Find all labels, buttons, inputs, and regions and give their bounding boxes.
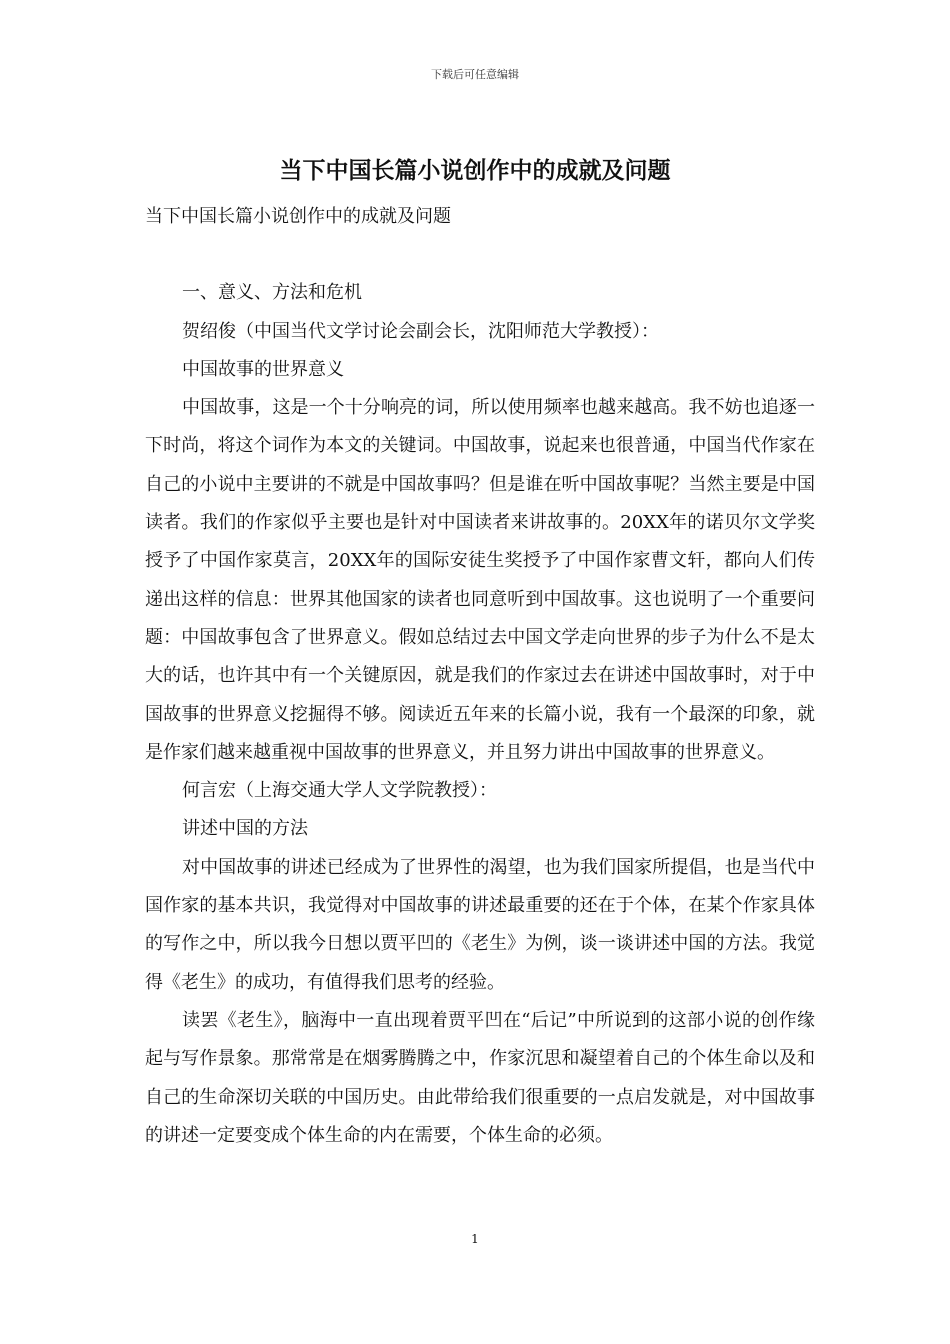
document-title: 当下中国长篇小说创作中的成就及问题 [279, 158, 671, 184]
document-subtitle: 当下中国长篇小说创作中的成就及问题 [145, 206, 451, 227]
speaker-2: 何言宏（上海交通大学人文学院教授）： [182, 780, 497, 802]
document-body [145, 198, 815, 1155]
section-heading: 一、意义、方法和危机 [182, 282, 362, 304]
topic-heading-1: 中国故事的世界意义 [182, 358, 344, 380]
speaker-1: 贺绍俊（中国当代文学讨论会副会长，沈阳师范大学教授）： [182, 320, 659, 342]
page-header: 下载后可任意编辑 [431, 68, 519, 81]
paragraph-2: 对中国故事的讲述已经成为了世界性的渴望，也为我们国家所提倡，也是当代中国作家的基本共识，我觉得对中国故事的讲述最重要的还在于个体，在某个作家具体的写作之中，所以我今日想以贾平凹的《老生》为例，谈一谈讲述中国的方法。我觉得《老生》的成功，有值得我们思考的经验。 [145, 856, 815, 993]
paragraph-1: 中国故事，这是一个十分响亮的词，所以使用频率也越来越高。我不妨也追逐一下时尚，将这个词作为本文的关键词。中国故事，说起来也很普通，中国当代作家在自己的小说中主要讲的不就是中国故事吗？但是谁在听中国故事呢？当然主要是中国读者。我们的作家似乎主要也是针对中国读者来讲故事的。20XX年的诺贝尔文学奖授予了中国作家莫言，20XX年的国际安徒生奖授予了中国作家曹文轩，都向人们传递出这样的信息：世界其他国家的读者也同意听到中国故事。这也说明了一个重要问题：中国故事包含了世界意义。假如总结过去中国文学走向世界的步子为什么不是太大的话，也许其中有一个关键原因，就是我们的作家过去在讲述中国故事时，对于中国故事的世界意义挖掘得不够。阅读近五年来的长篇小说，我有一个最深的印象，就是作家们越来越重视中国故事的世界意义，并且努力讲出中国故事的世界意义。 [145, 397, 815, 763]
paragraph-3: 读罢《老生》，脑海中一直出现着贾平凹在“后记”中所说到的这部小说的创作缘起与写作景象。那常常是在烟雾腾腾之中，作家沉思和凝望着自己的个体生命以及和自己的生命深切关联的中国历史。由此带给我们很重要的一点启发就是，对中国故事的讲述一定要变成个体生命的内在需要，个体生命的必须。 [145, 1009, 815, 1146]
topic-heading-2: 讲述中国的方法 [182, 818, 308, 840]
page-number: 1 [471, 1232, 479, 1246]
